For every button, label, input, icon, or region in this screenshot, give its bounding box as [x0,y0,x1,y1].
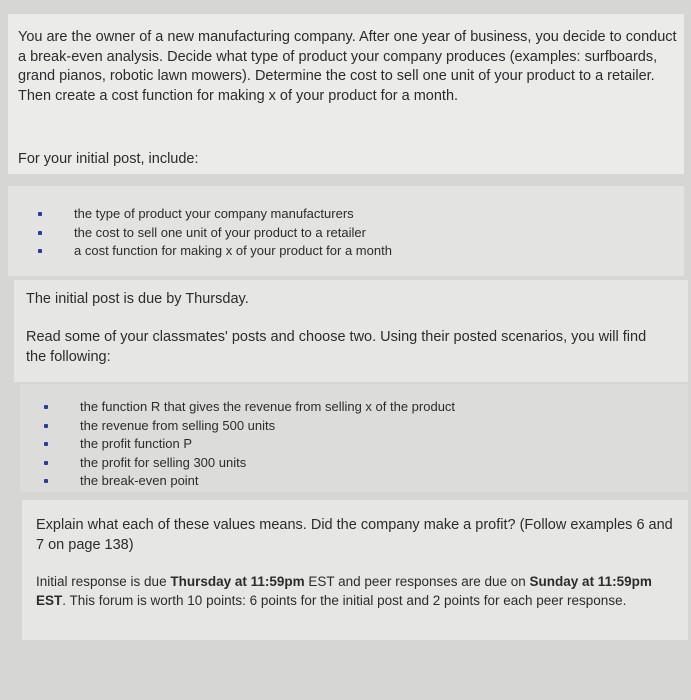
initial-post-list [38,205,392,261]
list-item: the function R that gives the revenue from selling x of the product [44,398,455,417]
intro-paragraph: You are the owner of a new manufacturing company. After one year of business, you decide to conduct a break-even analysis. Decide what type of product your company produces (examples: surfboards, grand pianos, robotic lawn mowers). Determine the cost to sell one unit of your product to a retailer. Then create a cost function for making x of your product for a month. [18,29,677,104]
list-item: the profit for selling 300 units [44,454,455,473]
list-item: the type of product your company manufacturers [38,205,392,224]
deadline-text: Initial response is due [36,574,171,589]
list-item: a cost function for making x of your product for a month [38,242,392,261]
deadline-text: EST and peer responses are due on [304,574,530,589]
timezone-label: EST [36,593,63,608]
list-item: the revenue from selling 500 units [44,417,455,436]
points-text: . This forum is worth 10 points: 6 points for the initial post and 2 points for each peer response. [62,593,627,608]
list-item: the break-even point [44,472,455,491]
due-date-text: The initial post is due by Thursday. [26,291,249,307]
explain-paragraph: Explain what each of these values means. Did the company make a profit? (Follow examples 6 and 7 on page 138) [36,517,673,553]
deadline-paragraph [36,572,676,610]
sunday-deadline: Sunday at 11:59pm [529,574,652,589]
thursday-deadline: Thursday at 11:59pm [170,574,305,589]
read-posts-text: Read some of your classmates' posts and choose two. Using their posted scenarios, you will find the following: [26,329,647,365]
list-item: the profit function P [44,435,455,454]
find-list [44,398,455,491]
list-item: the cost to sell one unit of your product to a retailer [38,224,392,243]
initial-post-label: For your initial post, include: [18,151,199,167]
